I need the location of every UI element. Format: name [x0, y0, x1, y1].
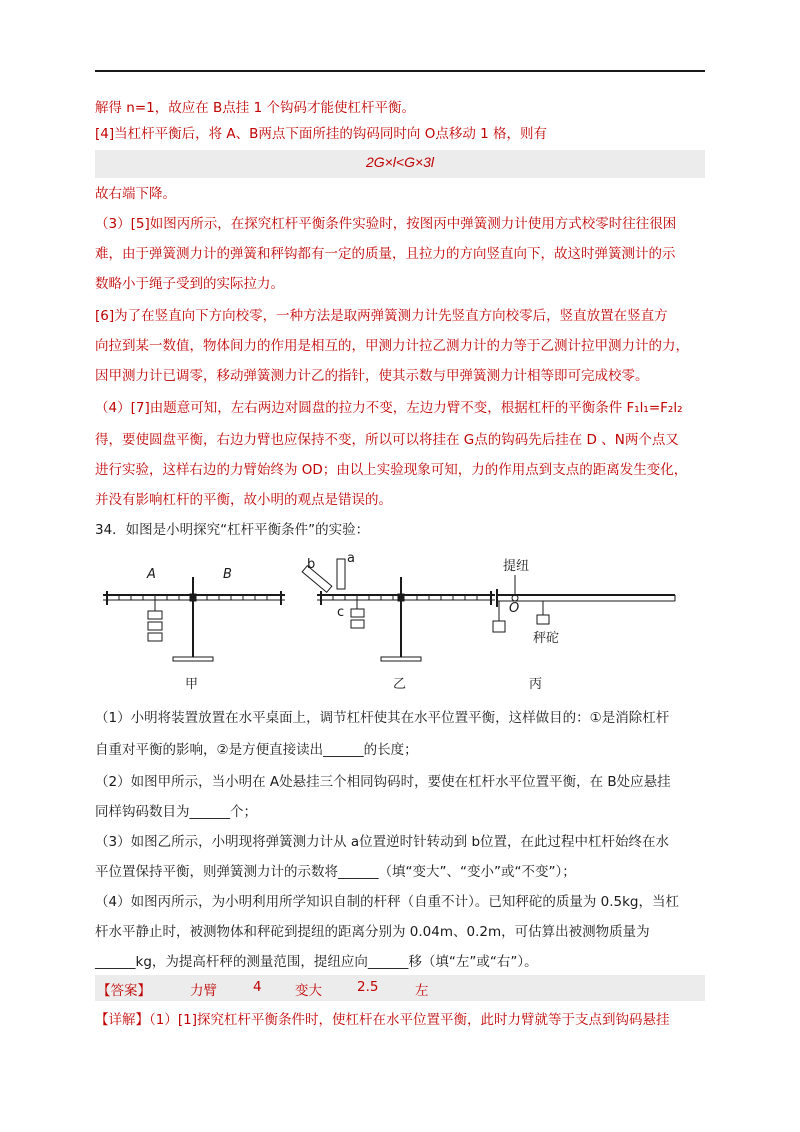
caption-jia: 甲 — [185, 677, 199, 692]
answer-1: 力臂 — [190, 983, 217, 999]
solution-line: 解得 n=1，故应在 B点挂 1 个钩码才能使杠杆平衡。 — [95, 100, 415, 116]
lever-figure — [95, 545, 705, 695]
question-line: ______kg，为提高杆秤的测量范围，提纽应向______移（填“左”或“右”）。 — [95, 954, 538, 970]
label-o: O — [509, 601, 520, 616]
solution-line: 难，由于弹簧测力计的弹簧和秤钩都有一定的质量，且拉力的方向竖直向下，故这时弹簧测计的示 — [95, 246, 676, 262]
solution-line: 因甲测力计已调零，移动弹簧测力计乙的指针，使其示数与甲弹簧测力计相等即可完成校零。 — [95, 368, 649, 384]
figure-jia — [103, 577, 285, 661]
detail-line: 【详解】（1）[1]探究杠杆平衡条件时，使杠杆在水平位置平衡，此时力臂就等于支点到钩码悬挂 — [95, 1012, 670, 1028]
answer-4: 2.5 — [357, 979, 379, 995]
answer-2: 4 — [253, 979, 262, 995]
label-b-position: b — [307, 557, 316, 572]
solution-line: 向拉到某一数值，物体间力的作用是相互的，甲测力计拉乙测力计的力等于乙测计拉甲测力计的力， — [95, 338, 689, 354]
question-line: 同样钩码数目为______个； — [95, 804, 257, 820]
question-line: （3）如图乙所示，小明现将弹簧测力计从 a位置逆时针转动到 b位置，在此过程中杠杆始终在水 — [95, 834, 670, 850]
label-chengtuo: 秤砣 — [533, 631, 560, 646]
answer-3: 变大 — [295, 983, 322, 999]
label-c-position: c — [337, 605, 345, 620]
question-line: （2）如图甲所示，当小明在 A处悬挂三个相同钩码时，要使在杠杆水平位置平衡，在 B处应悬挂 — [95, 774, 671, 790]
label-tizhu: 提纽 — [503, 559, 530, 574]
solution-line: 并没有影响杠杆的平衡，故小明的观点是错误的。 — [95, 492, 392, 508]
label-a-position: a — [347, 551, 355, 566]
answer-label: 【答案】 — [97, 983, 151, 999]
solution-line: 进行实验，这样右边的力臂始终为 OD；由以上实验现象可知，力的作用点到支点的距离发生变化， — [95, 462, 688, 478]
answer-5: 左 — [415, 983, 429, 999]
question-line: 杆水平静止时，被测物体和秤砣到提纽的距离分别为 0.04m、0.2m，可估算出被测物质量为 — [95, 924, 650, 940]
solution-line: [6]为了在竖直向下方向校零，一种方法是取两弹簧测力计先竖直方向校零后，竖直放置在竖直方 — [95, 308, 668, 324]
question-line: 自重对平衡的影响，②是方便直接读出______的长度； — [95, 742, 418, 758]
caption-yi: 乙 — [393, 677, 407, 692]
header-rule — [95, 70, 705, 72]
label-a-point: A — [147, 567, 156, 582]
answer-bar — [95, 975, 705, 1001]
solution-line: （3）[5]如图丙所示，在探究杠杆平衡条件实验时，按图丙中弹簧测力计使用方式校零时往往很困 — [95, 216, 677, 232]
solution-line: （4）[7]由题意可知，左右两边对圆盘的拉力不变，左边力臂不变，根据杠杆的平衡条件 F₁l₁=F₂l₂ — [95, 400, 683, 416]
figure-bing — [493, 575, 675, 632]
formula-box — [95, 150, 705, 178]
solution-line: 得，要使圆盘平衡，右边力臂也应保持不变，所以可以将挂在 G点的钩码先后挂在 D 、N两个点又 — [95, 432, 679, 448]
caption-bing: 丙 — [529, 677, 543, 692]
question-line: （4）如图丙所示，为小明利用所学知识自制的杆秤（自重不计）。已知秤砣的质量为 0.5kg，当杠 — [95, 894, 679, 910]
solution-line: [4]当杠杆平衡后，将 A、B两点下面所挂的钩码同时向 O点移动 1 格，则有 — [95, 126, 547, 142]
figure-yi — [302, 559, 495, 661]
solution-line: 数略小于绳子受到的实际拉力。 — [95, 276, 284, 292]
label-b-point: B — [223, 567, 232, 582]
question-line: 平位置保持平衡，则弹簧测力计的示数将______（填“变大”、“变小”或“不变”）； — [95, 864, 576, 880]
question-stem: 34．如图是小明探究“杠杆平衡条件”的实验： — [95, 522, 370, 538]
question-line: （1）小明将装置放置在水平桌面上，调节杠杆使其在水平位置平衡，这样做目的：①是消除杠杆 — [95, 710, 670, 726]
solution-line: 故右端下降。 — [95, 186, 176, 202]
formula: 2G×l<G×3l — [365, 154, 435, 170]
